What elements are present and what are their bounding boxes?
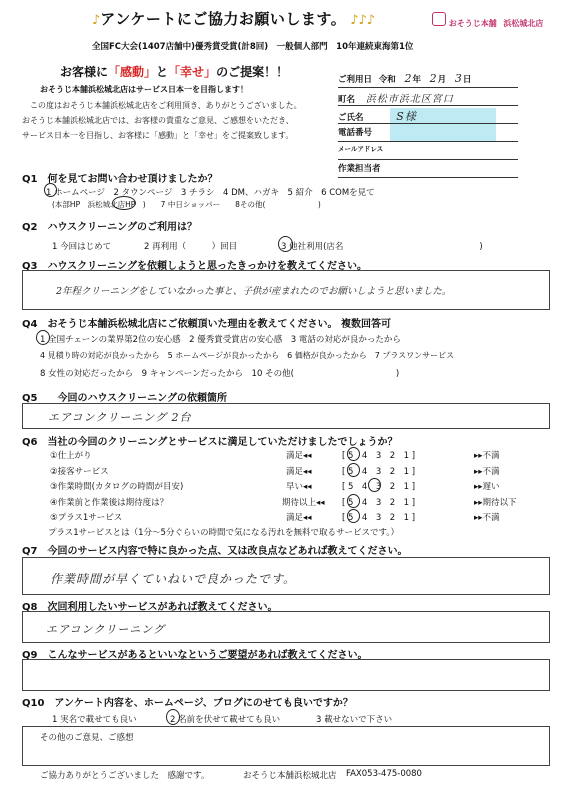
q1-label: Q1 [22,174,38,185]
date-row [338,72,518,88]
q6-scale-numbers: [ 5 4 3 2 1 ] [342,482,416,492]
proposal-line1: おそうじ本舗浜松城北店はサービス日本一を目指します！ [40,85,248,94]
town-value: 浜松市浜北区宮口 [365,94,454,105]
q6-scale-right: ▸▸不満 [474,513,500,523]
footer-store: おそうじ本舗浜松城北店 [243,771,337,781]
keyword-shiawase: 「幸せ」 [168,65,217,79]
staff-row [338,162,518,178]
proposal-headline [60,63,288,80]
q10-text: アンケート内容を、ホームページ、ブログにのせても良いですか？ [54,698,353,709]
q6-note: プラス1サービスとは（1分～5分ぐらいの時間で気になる汚れを無料で取るサービスです。） [48,528,400,538]
q6-selected-circle [347,494,360,508]
q10-other-label: その他のご意見、ご感想 [40,733,134,743]
title-bar [92,8,375,29]
q6-item-label: ②接客サービス [50,466,109,477]
year-value: 2 [404,72,413,85]
date-label: ご利用日 [338,75,373,85]
q6-item-label: ④作業前と作業後は期待度は？ [50,497,169,508]
q6-scale-left: 早い◂◂ [286,482,312,492]
q6-scale-right: ▸▸不満 [474,466,500,477]
month-unit: 月 [437,75,447,85]
q6-scale-right: ▸▸遅い [474,482,500,492]
brand-logo [432,12,543,29]
q2-opt1: 1 今回はじめて [52,242,112,252]
town-row [338,90,518,106]
q6-scale-left: 期待以上◂◂ [282,497,325,508]
q7-text: 今回のサービス内容で特に良かった点、又は改良点などあれば教えてください。 [47,546,408,557]
q6-scale-left: 満足◂◂ [286,466,312,477]
q5-label: Q5 [22,393,38,404]
q3-answer: 2年程クリーニングをしていなかった事と、子供が産まれたのでお願いしようと思いました。 [56,286,452,297]
q6-scale-numbers: [ 5 4 3 2 1 ] [342,513,416,523]
q6-scale-numbers: [ 5 4 3 2 1 ] [342,451,416,461]
q4-choice-circle [36,330,50,345]
brand-store: 浜松城北店 [503,19,544,28]
q1-sub-choice-circle [112,196,136,210]
proposal-suffix: のご提案！！ [216,65,289,79]
footer-thanks: ご協力ありがとうございました 感謝です。 [40,771,210,781]
q4-question [22,315,391,330]
q6-scale-numbers: [ 5 4 3 2 1 ] [342,497,416,508]
q9-text: こんなサービスがあるといいなというご要望があれば教えてください。 [47,650,368,661]
q6-item-label: ①仕上がり [50,451,92,461]
q2-opt3: 3 他社利用(店名 ) [281,242,483,252]
footer-fax: FAX053-475-0080 [346,769,422,779]
q6-scale-left: 満足◂◂ [286,513,312,523]
phone-row [338,126,518,142]
proposal-prefix: お客様に [60,65,109,79]
q5-text: 今回のハウスクリーニングの依頼箇所 [57,393,227,404]
staff-label: 作業担当者 [338,164,381,174]
q1-suboptions: (本部HP 浜松城北店HP ) 7 中日ショッパー 8その他( ) [52,200,321,209]
q9-answer-box [22,659,550,691]
q10-question [22,694,353,709]
q4-line2: 4 見積り時の対応が良かったから 5 ホームページが良かったから 6 価格が良かったから 7 プラスワンサービス [40,351,455,360]
day-value: 3 [454,72,463,85]
q10-choice-circle [166,709,180,725]
brand-logo-text: おそうじ本舗 [448,19,497,28]
q6-scale-numbers: [ 5 4 3 2 1 ] [342,466,416,477]
q7-answer: 作業時間が早くていねいで良かったです。 [50,572,297,586]
q2-question [22,218,197,233]
name-label: ご氏名 [338,113,364,123]
town-label: 町名 [338,95,356,105]
q6-text: 当社の今回のクリーニングとサービスに満足していただけましたでしょうか？ [47,437,398,448]
q6-scale-right: ▸▸不満 [474,451,500,461]
name-value: S様 [396,110,417,123]
q6-selected-circle [347,509,360,523]
q5-answer: エアコンクリーニング 2台 [48,411,192,424]
q4-line3: 8 女性の対応だったから 9 キャンペーンだったから 10 その他( ) [40,369,400,379]
music-notes-decoration: ♪♪♪ [350,13,376,28]
proposal-mid: と [156,65,169,79]
q2-choice-circle [278,236,293,252]
q6-selected-circle [368,478,381,492]
survey-title: アンケートにご協力お願いします。 [100,10,347,28]
phone-label: 電話番号 [338,128,373,138]
q6-label: Q6 [22,437,38,448]
q4-text: おそうじ本舗浜松城北店にご依頼頂いた理由を教えてください。 複数回答可 [47,319,391,330]
name-row [338,108,518,124]
q10-opt2: 2 名前を伏せて載せても良い [170,715,281,725]
q8-label: Q8 [22,602,38,613]
house-icon [432,12,446,26]
q1-choice-circle [44,183,57,197]
q4-label: Q4 [22,319,38,330]
day-unit: 日 [462,75,472,85]
keyword-kando: 「感動」 [108,65,157,79]
q7-label: Q7 [22,546,38,557]
month-value: 2 [429,72,438,85]
q3-label: Q3 [22,261,38,272]
q4-line1: 1 全国チェーンの業界第2位の安心感 2 優秀賞受賞店の安心感 3 電話の対応が良かったから [40,335,401,345]
q6-item-label: ⑤プラス1サービス [50,513,123,523]
q7-question [22,542,407,557]
q1-options: 1 ホームページ 2 タウンページ 3 チラシ 4 DM、ハガキ 5 紹介 6 COMを見て [46,188,375,198]
q3-text: ハウスクリーニングを依頼しようと思ったきっかけを教えてください。 [47,261,367,272]
q10-opt3: 3 載せないで下さい [316,715,393,725]
q6-scale-left: 満足◂◂ [286,451,312,461]
q1-text: 何を見てお問い合わせ頂けましたか？ [47,174,218,185]
proposal-line2: この度はおそうじ本舗浜松城北店をご利用頂き、ありがとうございました。 [30,101,302,110]
q6-scale-right: ▸▸期待以下 [474,497,517,508]
mail-label: メールアドレス [338,145,384,153]
q6-question [22,433,397,448]
q2-text: ハウスクリーニングのご利用は？ [47,222,197,233]
q6-item-label: ③作業時間(カタログの時間が目安) [50,482,184,492]
q10-label: Q10 [22,698,45,709]
era: 令和 [378,75,396,85]
q9-label: Q9 [22,650,38,661]
q6-selected-circle [347,447,360,461]
q10-opt1: 1 実名で載せても良い [52,715,137,725]
awards-line: 全国FC大会(1407店舗中)優秀賞受賞(計8回) 一般個人部門 10年連続東海第1位 [92,42,414,52]
proposal-line3: おそうじ本舗浜松城北店では、お客様の貴重なご意見、ご感想をいただき、 [22,116,294,125]
q8-answer: エアコンクリーニング [46,623,166,636]
q2-label: Q2 [22,222,38,233]
q6-selected-circle [347,463,360,477]
year-unit: 年 [412,75,421,85]
q8-text: 次回利用したいサービスがあれば教えてください。 [47,602,278,613]
mail-row [338,144,518,160]
music-note-icon: ♪ [92,13,101,28]
q2-opt2: 2 再利用（ ）回目 [144,242,238,252]
proposal-line4: サービス日本一を目指し、お客様に「感動」と「幸せ」をご提案致します。 [22,131,294,140]
q5-question [22,389,227,404]
